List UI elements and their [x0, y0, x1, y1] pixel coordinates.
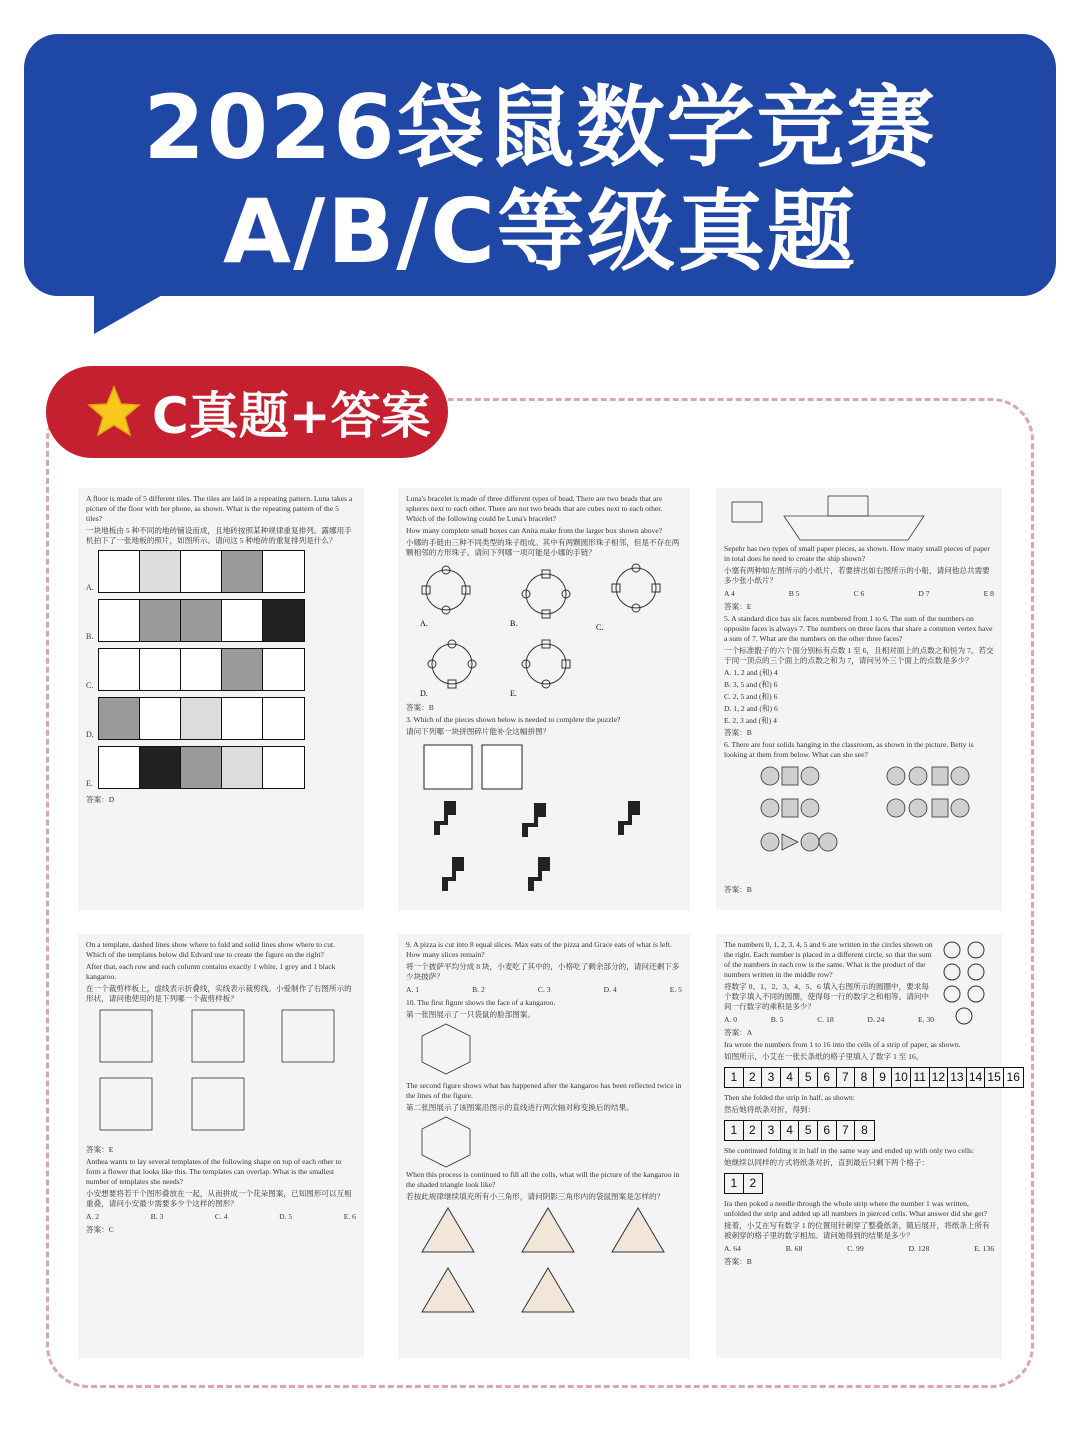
strip-cell: 3: [762, 1068, 781, 1087]
strip-cell: 9: [874, 1068, 893, 1087]
question-8-options: [86, 1212, 356, 1222]
strip-cell: 7: [837, 1121, 856, 1140]
strip-2-cells: [724, 1173, 763, 1194]
tile-option-row: [86, 697, 356, 740]
question-3-cn: 请问下列哪一块拼图碎片能补全这幅拼图？: [406, 727, 551, 737]
star-icon: [86, 384, 142, 440]
banner-tail: [94, 286, 178, 334]
question-5-options: [724, 668, 994, 726]
answer-5: 答案：B: [724, 728, 752, 738]
question-5-en: 5. A standard dice has six faces numbered from 1 to 6. The sum of the numbers on opposite faces is always 7. The numbers on three faces that share a common vertex have a sum of 7. What are the numbers on the other three faces?: [724, 614, 993, 644]
question-10-en-3: When this process is continued to fill all the cells, what will the picture of the kangaroo in the shaded triangle look like?: [406, 1170, 680, 1190]
puzzle-figure: [406, 739, 680, 899]
strip-cell: 5: [799, 1068, 818, 1087]
question-7-en-extra: After that, each row and each column contains exactly 1 white, 1 grey and 1 black kangaroo.: [86, 962, 336, 982]
tile-option-label: D.: [86, 729, 94, 739]
bracelet-b: [522, 570, 570, 618]
answer-option: C. 99: [847, 1244, 864, 1254]
strip-cell: 12: [930, 1068, 949, 1087]
question-1-cn: 一块地板由 5 种不同的地砖铺设而成，且地砖按照某种规律重复排列。露娜用手机拍下了一张地板的照片，如图所示。请问这 5 种地砖的重复排列是什么？: [86, 526, 352, 546]
tile: [222, 600, 263, 641]
question-1-en: A floor is made of 5 different tiles. The tiles are laid in a repeating pattern. Luna takes a picture of the floor with her phone, as shown. What is the repeating pattern of the 5 tiles?: [86, 494, 353, 524]
tile-option-label: C.: [86, 680, 94, 690]
question-4-options: [724, 589, 994, 599]
strip-cell: 4: [781, 1068, 800, 1087]
question-12-en-4: Ira then poked a needle through the whole strip where the number 1 was written, unfolded the strip and added up all numbers in pierced cells. What answer did she get?: [724, 1199, 988, 1219]
question-10-en-2: The second figure shows what has happened after the kangaroo has been reflected twice in the lines of the figure.: [406, 1081, 682, 1101]
answer-option: E. 2, 3 and (和) 4: [724, 716, 777, 726]
kangaroo-options-figure: [406, 1204, 676, 1324]
question-12-en-2: Then she folded the strip in half, as shown:: [724, 1093, 855, 1103]
banner-title-line1: 2026袋鼠数学竞赛: [143, 76, 937, 179]
answer-option: C 6: [853, 589, 865, 599]
answer-option: D. 5: [279, 1212, 293, 1222]
strip-cell: 8: [855, 1068, 874, 1087]
tile-strip: [98, 746, 305, 789]
strip-cell: 2: [744, 1068, 763, 1087]
answer-option: B 5: [788, 589, 800, 599]
question-11-options: [724, 1015, 934, 1025]
strip-cell: 10: [892, 1068, 911, 1087]
question-5-cn: 一个标准骰子的六个面分别标有点数 1 至 6，且相对面上的点数之和恒为 7。若交于同一顶点的三个面上的点数之和为 7，请问另外三个面上的点数是多少？: [724, 646, 994, 666]
question-8-en: Anthea wants to lay several templates of the following shape on top of each other to form a flower that looks like this. The templates can overlap. What is the smallest number of templates she needs?: [86, 1157, 342, 1187]
question-2-en: Luna's bracelet is made of three different types of bead. There are two beads that are spheres next to each other. There are not two beads that are cubes next to each other. Which of the following could be Luna's bracelet?: [406, 494, 663, 524]
tile: [222, 649, 263, 690]
answer-option: A. 64: [724, 1244, 741, 1254]
answer-option: E. 6: [343, 1212, 356, 1222]
answer-option: C. 3: [537, 985, 551, 995]
strip-cell: 7: [837, 1068, 856, 1087]
tile: [222, 698, 263, 739]
answer-option: E 8: [983, 589, 994, 599]
template-options-figure: [86, 1006, 356, 1142]
solids-options-figure: [724, 762, 994, 882]
question-9-options: [406, 985, 682, 995]
strip-cell: 6: [818, 1121, 837, 1140]
strip-cell: 4: [781, 1121, 800, 1140]
strip-cell: 1: [725, 1068, 744, 1087]
answer-option: B. 3: [150, 1212, 164, 1222]
question-11-cn: 将数字 0、1、2、3、4、5、6 填入右图所示的圆圈中，要求每个数字填入不同的圆圈，使得每一行的数字之和相等。请问中间一行数字的乘积是多少？: [724, 982, 930, 1012]
question-2-en-extra: How many complete small boxes can Anita make from the larger box shown above?: [406, 526, 663, 536]
tile: [181, 698, 222, 739]
bracelet-e: [522, 640, 570, 688]
strip-cell: 5: [799, 1121, 818, 1140]
strip-cell: 16: [1006, 1070, 1020, 1085]
strip-cell: 3: [762, 1121, 781, 1140]
answer-option: E. 5: [669, 985, 682, 995]
exam-page-1: [78, 488, 364, 910]
tile: [140, 649, 181, 690]
tile-option-label: E.: [86, 778, 93, 788]
strip-cell: 6: [818, 1068, 837, 1087]
answer-option: A. 1, 2 and (和) 4: [724, 668, 778, 678]
answer-8: 答案：C: [86, 1225, 114, 1235]
answer-option: B. 2: [472, 985, 485, 995]
exam-page-4: [78, 934, 364, 1358]
question-2-cn: 小娜的手链由三种不同类型的珠子组成。其中有两颗圆形珠子相邻，但是不存在两颗相邻的方形珠子。请问下列哪一项可能是小娜的手链？: [406, 538, 680, 558]
tile-option-row: [86, 599, 356, 642]
kangaroo-hexagon-2: [406, 1115, 676, 1167]
puzzle-grid: [424, 745, 522, 789]
tile: [99, 600, 140, 641]
answer-4: 答案：E: [724, 602, 752, 612]
tile-strip: [98, 599, 305, 642]
answer-option: D. 4: [603, 985, 617, 995]
question-9-cn: 将一个披萨平均分成 8 块，小麦吃了其中的，小格吃了剩余部分的，请问还剩下多少块披萨？: [406, 962, 680, 982]
tile: [263, 698, 304, 739]
section-tab: [46, 366, 448, 458]
answer-option: D. 128: [908, 1244, 930, 1254]
tile-option-row: [86, 648, 356, 691]
section-tab-label: C真题+答案: [152, 387, 431, 445]
answer-6: 答案：B: [724, 885, 752, 895]
tile-option-row: [86, 550, 356, 593]
answer-option: E. 136: [974, 1244, 994, 1254]
question-12-cn-4: 接着，小艾在写有数字 1 的位置用针刺穿了整叠纸条，随后展开，将纸条上所有被刺穿的格子里的数字相加。请问她得到的结果是多少？: [724, 1221, 990, 1241]
answer-option: C. 2, 5 and (和) 6: [724, 692, 778, 702]
tile: [222, 551, 263, 592]
tile: [99, 551, 140, 592]
question-10-cn: 第一张图展示了一只袋鼠的脸部图案。: [406, 1010, 536, 1020]
circles-figure: [934, 940, 994, 1036]
answer-option: A. 0: [724, 1015, 738, 1025]
question-10-cn-3: 若按此规律继续填充所有小三角形，请问阴影三角形内的袋鼠图案是怎样的？: [406, 1192, 665, 1202]
puzzle-pieces: [434, 801, 640, 891]
exam-page-2: [398, 488, 690, 910]
tile: [99, 649, 140, 690]
tile-option-label: B.: [86, 631, 94, 641]
tile: [263, 551, 304, 592]
question-12-cn: 如图所示，小艾在一张长条纸的格子里填入了数字 1 至 16。: [724, 1052, 924, 1062]
bracelet-options-figure: [406, 560, 680, 700]
exam-page-6: [716, 934, 1020, 1358]
tile: [181, 551, 222, 592]
exam-page-5: [398, 934, 690, 1358]
question-12-cn-2: 然后她将纸条对折，得到：: [724, 1105, 816, 1115]
tile-option-row: [86, 746, 356, 789]
tile: [140, 747, 181, 788]
question-7-cn: 在一个裁剪样板上，虚线表示折叠线，实线表示裁剪线。小爱制作了右图所示的形状，请问他使用的是下列哪一个裁剪样板？: [86, 984, 352, 1004]
answer-option: D. 24: [867, 1015, 885, 1025]
answer-option: D 7: [918, 589, 930, 599]
answer-option: A 4: [724, 589, 735, 599]
tile: [181, 747, 222, 788]
strip-cell: 2: [744, 1121, 763, 1140]
tile: [99, 698, 140, 739]
opt-b-label: B.: [510, 619, 518, 629]
answer-option: D. 1, 2 and (和) 6: [724, 704, 778, 714]
tile-option-label: A.: [86, 582, 94, 592]
strip-cell: 14: [967, 1068, 986, 1087]
question-9-en: 9. A pizza is cut into 8 equal slices. Max eats of the pizza and Grace eats of what is left. How many slices remain?: [406, 940, 672, 960]
question-12-cn-3: 她继续以同样的方式将纸条对折，直到最后只剩下两个格子：: [724, 1158, 930, 1168]
question-3-en: 3. Which of the pieces shown below is needed to complete the puzzle?: [406, 715, 621, 725]
bracelet-a: [422, 566, 470, 614]
opt-d-label: D.: [420, 689, 428, 699]
answer-option: B. 5: [770, 1015, 784, 1025]
question-4-en: Sepehr has two types of small paper pieces, as shown. How many small pieces of paper in total does he need to create the ship shown?: [724, 544, 990, 564]
tile: [181, 600, 222, 641]
question-10-cn-2: 第二张图展示了该图案沿图示的直线进行两次轴对称变换后的结果。: [406, 1103, 634, 1113]
tile: [140, 600, 181, 641]
strip-cell: 8: [861, 1123, 868, 1138]
opt-c-label: C.: [596, 623, 604, 633]
tile: [263, 649, 304, 690]
banner-title-line2: A/B/C等级真题: [222, 180, 858, 283]
bracelet-d: [428, 640, 476, 688]
question-12-en-3: She continued folding it in half in the same way and ended up with only two cells:: [724, 1146, 975, 1156]
tile: [99, 747, 140, 788]
strip-cell: 15: [985, 1068, 1004, 1087]
tile: [140, 551, 181, 592]
question-11-en: The numbers 0, 1, 2, 3, 4, 5 and 6 are written in the circles shown on the right. Each number is placed in a different circle, so that the sum of the numbers in each row is the same. What is the product of the numbers written in the middle row?: [724, 940, 933, 980]
answer-option: A. 1: [406, 985, 420, 995]
strip-8-cells: [724, 1120, 875, 1141]
question-12-options: [724, 1244, 994, 1254]
opt-e-label: E.: [510, 689, 517, 699]
answer-2: 答案：B: [406, 703, 434, 713]
tile-strip: [98, 648, 305, 691]
answer-option: A. 2: [86, 1212, 100, 1222]
tile: [263, 747, 304, 788]
tile: [140, 698, 181, 739]
answer-12: 答案：B: [724, 1257, 752, 1267]
ship-figure: [724, 494, 994, 544]
question-10-en: 10. The first figure shows the face of a kangaroo.: [406, 998, 556, 1008]
question-6-en: 6. There are four solids hanging in the classroom, as shown in the picture. Betty is looking at them from below. What can she see?: [724, 740, 974, 760]
tile: [181, 649, 222, 690]
answer-1: 答案：D: [86, 795, 115, 805]
answer-7: 答案：E: [86, 1145, 114, 1155]
question-7-en: On a template, dashed lines show where to fold and solid lines show where to cut. Which of the templates below did Edvard use to create the figure on the right?: [86, 940, 336, 960]
exam-page-3: [716, 488, 1002, 910]
opt-a-label: A.: [420, 619, 428, 629]
tile-options: [86, 550, 356, 789]
kangaroo-hexagon-1: [406, 1022, 676, 1078]
strip-16-cells: [724, 1067, 1024, 1088]
question-12-en: Ira wrote the numbers from 1 to 16 into the cells of a strip of paper, as shown.: [724, 1040, 961, 1050]
strip-cell: 1: [725, 1121, 744, 1140]
answer-option: E. 30: [917, 1015, 934, 1025]
bracelet-c: [612, 564, 660, 612]
tile: [222, 747, 263, 788]
tile-strip: [98, 697, 305, 740]
tile: [263, 600, 304, 641]
question-4-cn: 小塞有两种如左图所示的小纸片，若要拼出如右图所示的小船，请问他总共需要多少张小纸片？: [724, 566, 990, 586]
answer-11: 答案：A: [724, 1028, 753, 1038]
question-8-cn: 小安想要将若干个图形叠放在一起，从而拼成一个花朵图案，已知图形可以互相重叠，请问小安最少需要多少个这样的图形？: [86, 1189, 352, 1209]
strip-cell: 13: [948, 1068, 967, 1087]
strip-cell: 1: [725, 1174, 744, 1193]
answer-option: C. 4: [214, 1212, 228, 1222]
tile-strip: [98, 550, 305, 593]
answer-option: B. 3, 5 and (和) 6: [724, 680, 778, 690]
strip-cell: 2: [749, 1176, 757, 1191]
answer-option: C. 18: [817, 1015, 834, 1025]
strip-cell: 11: [911, 1068, 930, 1087]
answer-option: B. 68: [785, 1244, 803, 1254]
